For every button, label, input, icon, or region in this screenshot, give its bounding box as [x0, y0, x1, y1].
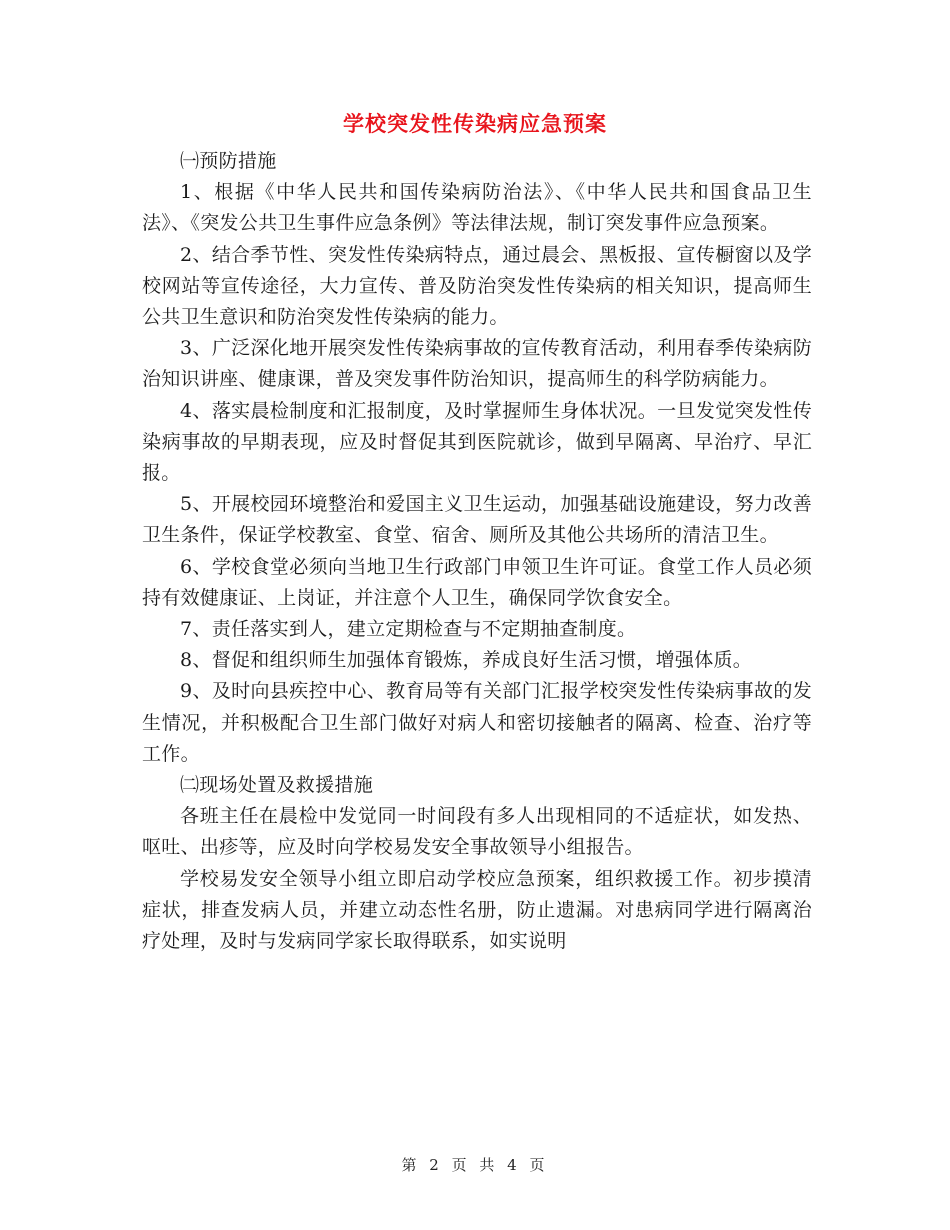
paragraph-item-1: 1、根据《中华人民共和国传染病防治法》、《中华人民共和国食品卫生法》、《突发公共卫生事件应急条例》等法律法规，制订突发事件应急预案。	[142, 181, 812, 235]
document-body	[142, 146, 812, 957]
paragraph-item-4: 4、落实晨检制度和汇报制度，及时掌握师生身体状况。一旦发觉突发性传染病事故的早期表现，应及时督促其到医院就诊，做到早隔离、早治疗、早汇报。	[142, 399, 812, 485]
section-heading-response: ㈡现场处置及救援措施	[180, 774, 374, 797]
paragraph-item-9: 9、及时向县疾控中心、教育局等有关部门汇报学校突发性传染病事故的发生情况，并积极配合卫生部门做好对病人和密切接触者的隔离、检查、治疗等工作。	[142, 680, 812, 765]
paragraph-item-8: 8、督促和组织师生加强体育锻炼，养成良好生活习惯，增强体质。	[180, 649, 753, 672]
document-title: 学校突发性传染病应急预案	[343, 112, 607, 136]
paragraph-item-5: 5、开展校园环境整治和爱国主义卫生运动，加强基础设施建设，努力改善卫生条件，保证学校教室、食堂、宿舍、厕所及其他公共场所的清洁卫生。	[142, 493, 812, 547]
paragraph-item-7: 7、责任落实到人，建立定期检查与不定期抽查制度。	[180, 618, 637, 641]
paragraph-response-2: 学校易发安全领导小组立即启动学校应急预案，组织救援工作。初步摸清症状，排查发病人员，并建立动态性名册，防止遗漏。对患病同学进行隔离治疗处理，及时与发病同学家长取得联系，如实说明	[142, 867, 812, 953]
page-footer: 第 2 页 共 4 页	[401, 1156, 549, 1174]
paragraph-item-3: 3、广泛深化地开展突发性传染病事故的宣传教育活动，利用春季传染病防治知识讲座、健康课，普及突发事件防治知识，提高师生的科学防病能力。	[142, 337, 812, 391]
section-heading-prevention: ㈠预防措施	[180, 150, 277, 172]
paragraph-item-6: 6、学校食堂必须向当地卫生行政部门申领卫生许可证。食堂工作人员必须持有效健康证、上岗证，并注意个人卫生，确保同学饮食安全。	[142, 555, 812, 609]
paragraph-response-1: 各班主任在晨检中发觉同一时间段有多人出现相同的不适症状，如发热、呕吐、出疹等，应及时向学校易发安全事故领导小组报告。	[142, 805, 812, 859]
paragraph-item-2: 2、结合季节性、突发性传染病特点，通过晨会、黑板报、宣传橱窗以及学校网站等宣传途径，大力宣传、普及防治突发性传染病的相关知识，提高师生公共卫生意识和防治突发性传染病的能力。	[142, 243, 812, 329]
